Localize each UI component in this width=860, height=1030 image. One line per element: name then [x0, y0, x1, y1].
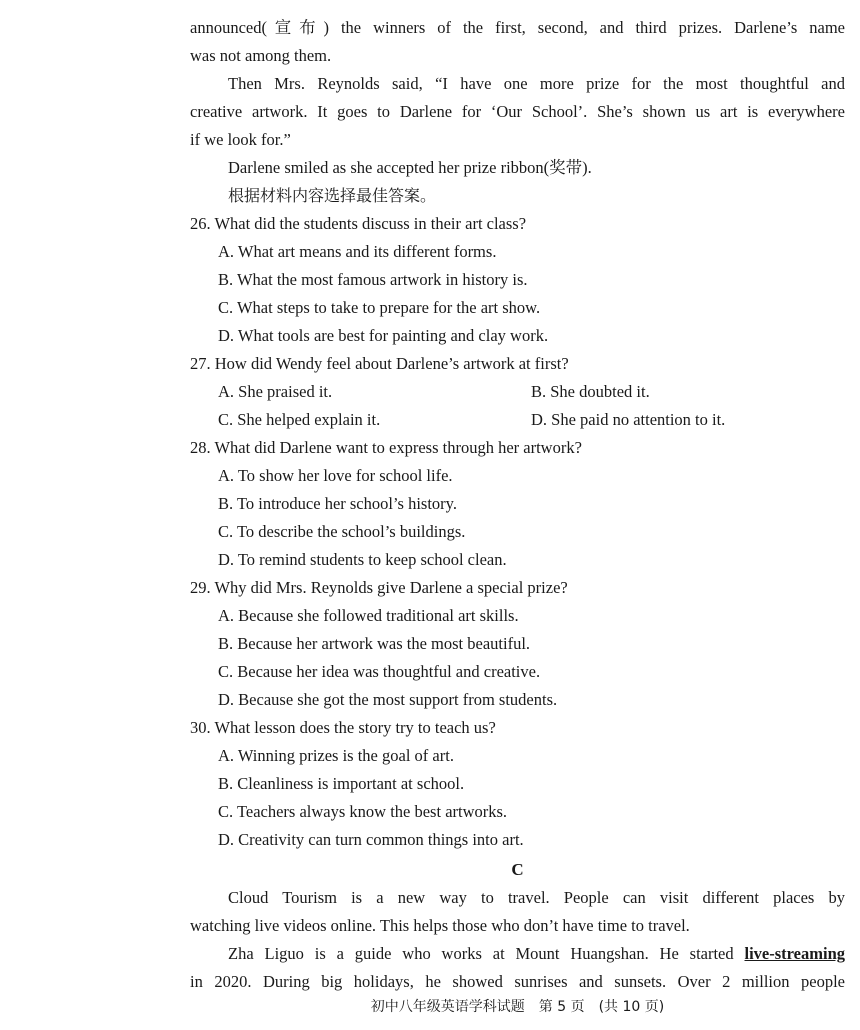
answer-option: B. Because her artwork was the most beautiful.: [218, 634, 531, 653]
key-term: live-streaming: [744, 944, 846, 963]
section-heading: C: [511, 860, 524, 879]
answer-option: A. She praised it.: [218, 382, 333, 401]
passage-b-line: Darlene smiled as she accepted her prize ribbon(奖带).: [228, 158, 592, 177]
answer-option: B. Cleanliness is important at school.: [218, 774, 465, 793]
answer-option: D. To remind students to keep school clean.: [218, 550, 507, 569]
question-stem: 29. Why did Mrs. Reynolds give Darlene a special prize?: [190, 578, 568, 597]
answer-option: A. To show her love for school life.: [218, 466, 453, 485]
answer-option: C. Teachers always know the best artworks.: [218, 802, 508, 821]
page-footer: 初中八年级英语学科试题 第 5 页 (共 10 页): [370, 999, 665, 1015]
answer-option: C. To describe the school’s buildings.: [218, 522, 466, 541]
answer-option: B. To introduce her school’s history.: [218, 494, 457, 513]
passage-c-line: in 2020. During big holidays, he showed sunrises and sunsets. Over 2 million people: [190, 972, 845, 991]
answer-option: A. What art means and its different forms.: [218, 242, 497, 261]
answer-option: D. She paid no attention to it.: [531, 410, 726, 429]
answer-option: B. What the most famous artwork in history is.: [218, 270, 528, 289]
answer-option: C. What steps to take to prepare for the art show.: [218, 298, 541, 317]
answer-option: A. Because she followed traditional art skills.: [218, 606, 519, 625]
passage-c-text: Zha Liguo is a guide who works at Mount Huangshan. He started: [228, 944, 734, 963]
question-stem: 30. What lesson does the story try to teach us?: [190, 718, 496, 737]
answer-option: A. Winning prizes is the goal of art.: [218, 746, 454, 765]
passage-b-line: Then Mrs. Reynolds said, “I have one more prize for the most thoughtful and: [228, 74, 845, 93]
passage-c-line: watching live videos online. This helps those who don’t have time to travel.: [190, 916, 690, 935]
question-stem: 26. What did the students discuss in their art class?: [190, 214, 527, 233]
answer-option: B. She doubted it.: [531, 382, 650, 401]
answer-option: C. Because her idea was thoughtful and creative.: [218, 662, 541, 681]
instruction: 根据材料内容选择最佳答案。: [228, 186, 437, 205]
passage-c-line: Cloud Tourism is a new way to travel. People can visit different places by: [228, 888, 845, 907]
passage-b-line: was not among them.: [190, 46, 332, 65]
answer-option: D. Because she got the most support from students.: [218, 690, 558, 709]
passage-c-line: [228, 944, 845, 964]
answer-option: D. What tools are best for painting and clay work.: [218, 326, 549, 345]
passage-b-line: creative artwork. It goes to Darlene for ‘Our School’. She’s shown us art is everywhere: [190, 102, 845, 121]
answer-option: D. Creativity can turn common things into art.: [218, 830, 524, 849]
question-stem: 27. How did Wendy feel about Darlene’s artwork at first?: [190, 354, 569, 373]
passage-b-line: if we look for.”: [190, 130, 291, 149]
answer-option: C. She helped explain it.: [218, 410, 381, 429]
passage-b-line: announced(宣布) the winners of the first, second, and third prizes. Darlene’s name: [190, 18, 845, 37]
question-stem: 28. What did Darlene want to express through her artwork?: [190, 438, 582, 457]
